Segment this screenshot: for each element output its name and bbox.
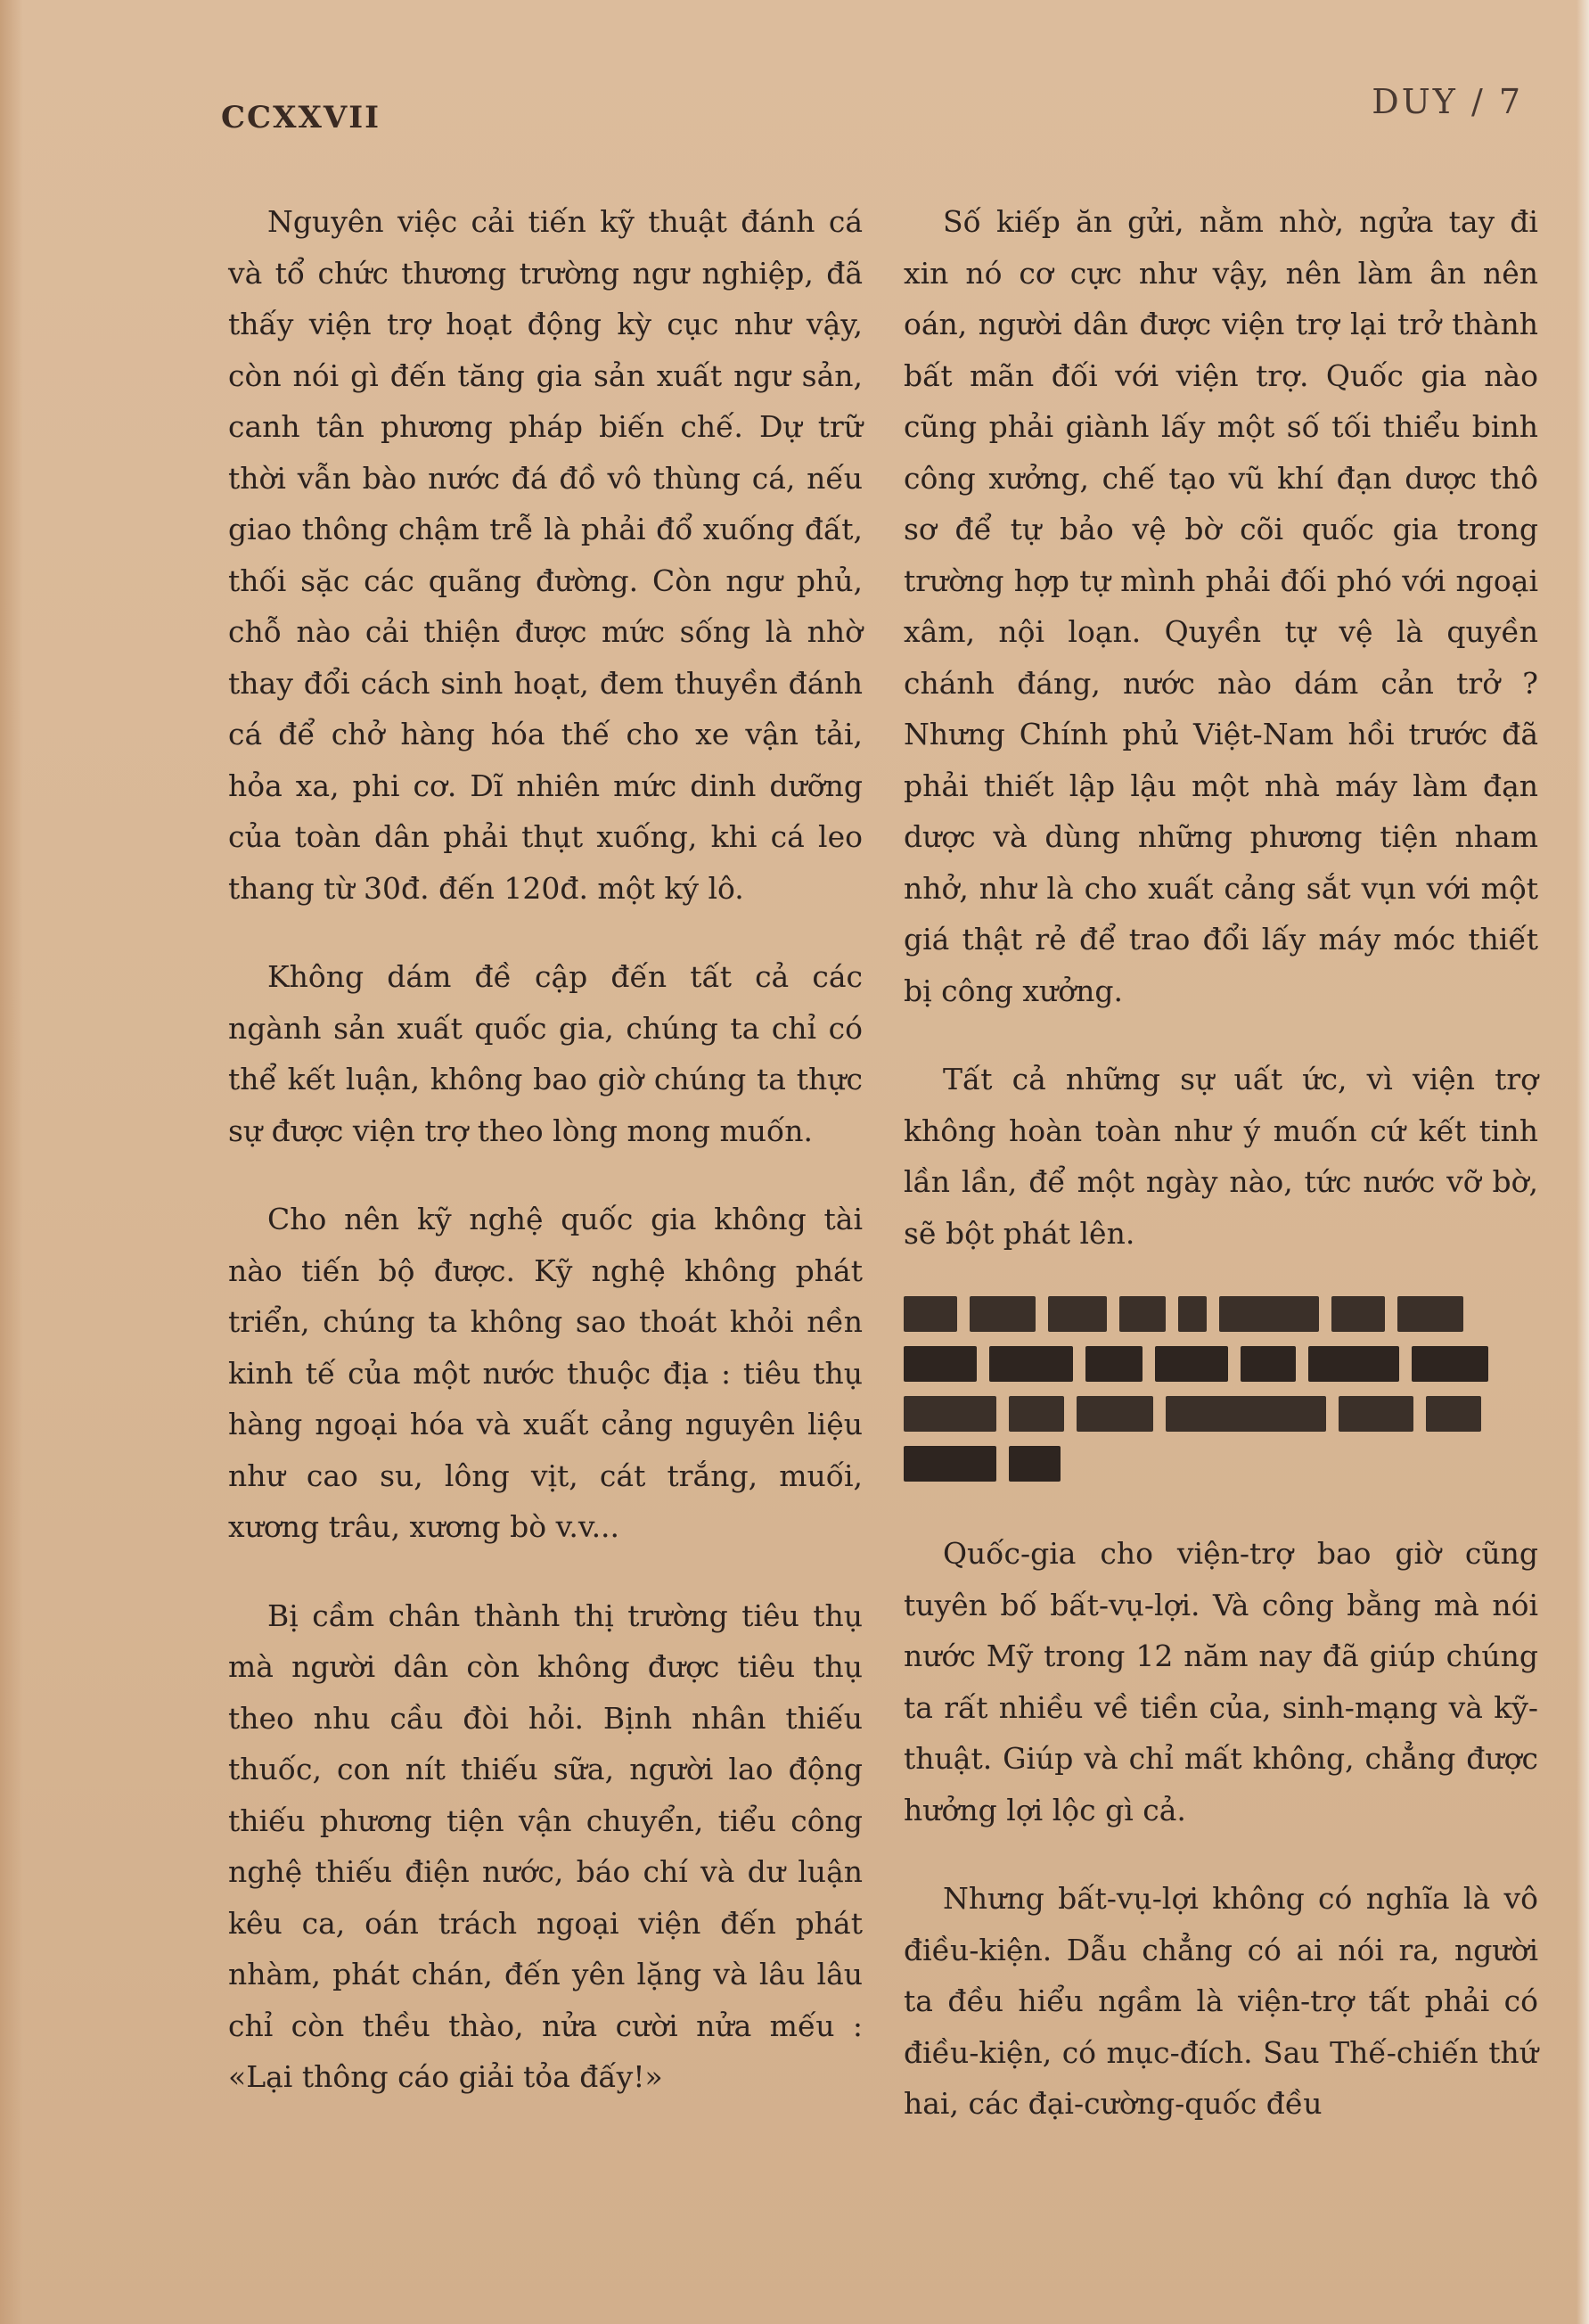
running-title: DUY / 7 bbox=[1372, 82, 1523, 121]
page-number: CCXXVII bbox=[221, 100, 381, 135]
paragraph: Bị cầm chân thành thị trường tiêu thụ mà người dân còn không được tiêu thụ theo nhu cầu đòi hỏi. Bịnh nhân thiếu thuốc, con nít thiếu sữa, người lao động thiếu phương tiện vận chuyển, tiểu công nghệ thiếu điện nước, báo chí và dư luận kêu ca, oán trách ngoại viện đến phát nhàm, phát chán, đến yên lặng và lâu lâu chỉ còn thều thào, nửa cười nửa mếu : «Lại thông cáo giải tỏa đấy!» bbox=[228, 1597, 863, 2094]
paragraph: Cho nên kỹ nghệ quốc gia không tài nào tiến bộ được. Kỹ nghệ không phát triển, chúng ta không sao thoát khỏi nền kinh tế của một nước thuộc địa : tiêu thụ hàng ngoại hóa và xuất cảng nguyên liệu như cao su, lông vịt, cát trắng, muối, xương trâu, xương bò v.v... bbox=[228, 1202, 863, 1544]
censored-text-block bbox=[904, 1296, 1538, 1482]
paragraph: Số kiếp ăn gửi, nằm nhờ, ngửa tay đi xin nó cơ cực như vậy, nên làm ân nên oán, người dân được viện trợ lại trở thành bất mãn đối với viện trợ. Quốc gia nào cũng phải giành lấy một số tối thiểu binh công xưởng, chế tạo vũ khí đạn dược thô sơ để tự bảo vệ bờ cõi quốc gia trong trường hợp tự mình phải đối phó với ngoại xâm, nội loạn. Quyền tự vệ là quyền chánh đáng, nước nào dám cản trở ? Nhưng Chính phủ Việt-Nam hồi trước đã phải thiết lập lậu một nhà máy làm đạn dược và dùng những phương tiện nham nhở, như là cho xuất cảng sắt vụn với một giá thật rẻ để trao đổi lấy máy móc thiết bị công xưởng. bbox=[904, 204, 1538, 1008]
left-column bbox=[228, 196, 863, 2140]
page-edge-right bbox=[1577, 0, 1589, 2324]
paragraph: Tất cả những sự uất ức, vì viện trợ không hoàn toàn như ý muốn cứ kết tinh lần lần, để một ngày nào, tức nước vỡ bờ, sẽ bột phát lên. bbox=[904, 1062, 1538, 1251]
paragraph: Quốc-gia cho viện-trợ bao giờ cũng tuyên bố bất-vụ-lợi. Và công bằng mà nói nước Mỹ trong 12 năm nay đã giúp chúng ta rất nhiều về tiền của, sinh-mạng và kỹ-thuật. Giúp và chỉ mất không, chẳng được hưởng lợi lộc gì cả. bbox=[904, 1536, 1538, 1827]
paragraph: Nhưng bất-vụ-lợi không có nghĩa là vô điều-kiện. Dẫu chẳng có ai nói ra, người ta đều hiểu ngầm là viện-trợ tất phải có điều-kiện, có mục-đích. Sau Thế-chiến thứ hai, các đại-cường-quốc đều bbox=[904, 1881, 1538, 2121]
paragraph: Không dám đề cập đến tất cả các ngành sản xuất quốc gia, chúng ta chỉ có thể kết luận, không bao giờ chúng ta thực sự được viện trợ theo lòng mong muốn. bbox=[228, 959, 863, 1148]
page-edge-left bbox=[0, 0, 23, 2324]
paragraph: Nguyên việc cải tiến kỹ thuật đánh cá và tổ chức thương trường ngư nghiệp, đã thấy viện trợ hoạt động kỳ cục như vậy, còn nói gì đến tăng gia sản xuất ngư sản, canh tân phương pháp biến chế. Dự trữ thời vẫn bào nước đá đồ vô thùng cá, nếu giao thông chậm trễ là phải đổ xuống đất, thối sặc các quãng đường. Còn ngư phủ, chỗ nào cải thiện được mức sống là nhờ thay đổi cách sinh hoạt, đem thuyền đánh cá để chở hàng hóa thế cho xe vận tải, hỏa xa, phi cơ. Dĩ nhiên mức dinh dưỡng của toàn dân phải thụt xuống, khi cá leo thang từ 30đ. đến 120đ. một ký lô. bbox=[228, 204, 863, 906]
right-column bbox=[904, 196, 1538, 2167]
